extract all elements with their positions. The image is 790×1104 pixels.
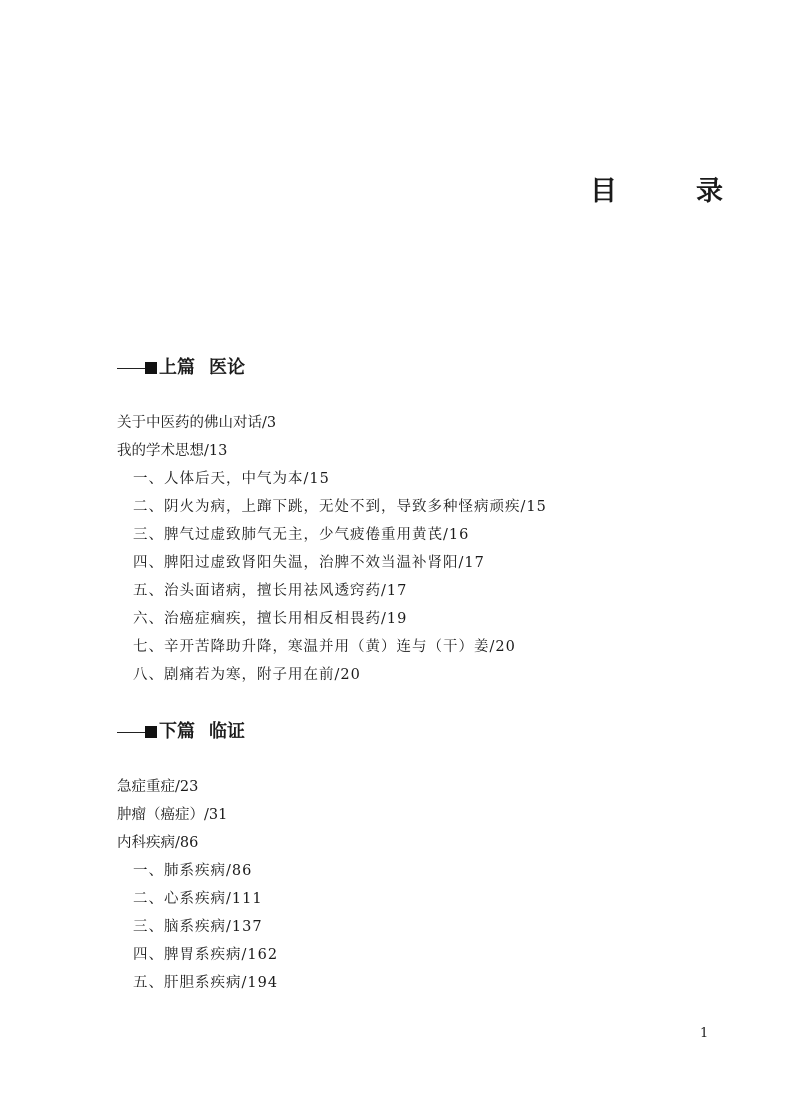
toc-subentry[interactable]: 三、脑系疾病/137 [133, 919, 263, 935]
section-heading-lower [117, 718, 245, 746]
toc-subentry[interactable]: 四、脾胃系疾病/162 [133, 947, 279, 963]
toc-subentry[interactable]: 一、肺系疾病/86 [133, 863, 253, 879]
toc-subentry[interactable]: 七、辛开苦降助升降，寒温并用（黄）连与（干）姜/20 [133, 639, 516, 655]
toc-subentry[interactable]: 八、剧痛若为寒，附子用在前/20 [133, 667, 361, 683]
toc-entry[interactable]: 我的学术思想/13 [117, 443, 228, 459]
toc-subentry[interactable]: 五、治头面诸病，擅长用祛风透窍药/17 [133, 583, 408, 599]
toc-subentry[interactable]: 五、肝胆系疾病/194 [133, 975, 279, 991]
toc-subentry[interactable]: 六、治癌症痼疾，擅长用相反相畏药/19 [133, 611, 408, 627]
toc-subentry[interactable]: 一、人体后天，中气为本/15 [133, 471, 330, 487]
toc-entry[interactable]: 肿瘤（癌症）/31 [117, 807, 228, 823]
toc-subentry[interactable]: 三、脾气过虚致肺气无主，少气疲倦重用黄芪/16 [133, 527, 470, 543]
section-name: 临证 [209, 721, 245, 742]
toc-entry[interactable]: 内科疾病/86 [117, 835, 199, 851]
heading-rule [117, 732, 145, 733]
page-number: 1 [700, 1026, 709, 1041]
toc-entry[interactable]: 关于中医药的佛山对话/3 [117, 415, 277, 431]
toc-entry[interactable]: 急症重症/23 [117, 779, 199, 795]
section-prefix: 下篇 [159, 721, 195, 742]
page-title: 目 录 [590, 176, 749, 207]
heading-square-marker [145, 726, 157, 738]
section-heading-upper [117, 354, 245, 382]
toc-subentry[interactable]: 二、心系疾病/111 [133, 891, 263, 907]
section-prefix: 上篇 [159, 357, 195, 378]
heading-square-marker [145, 362, 157, 374]
toc-subentry[interactable]: 二、阴火为病，上蹿下跳，无处不到，导致多种怪病顽疾/15 [133, 499, 547, 515]
heading-rule [117, 368, 145, 369]
toc-subentry[interactable]: 四、脾阳过虚致肾阳失温，治脾不效当温补肾阳/17 [133, 555, 485, 571]
section-name: 医论 [209, 357, 245, 378]
